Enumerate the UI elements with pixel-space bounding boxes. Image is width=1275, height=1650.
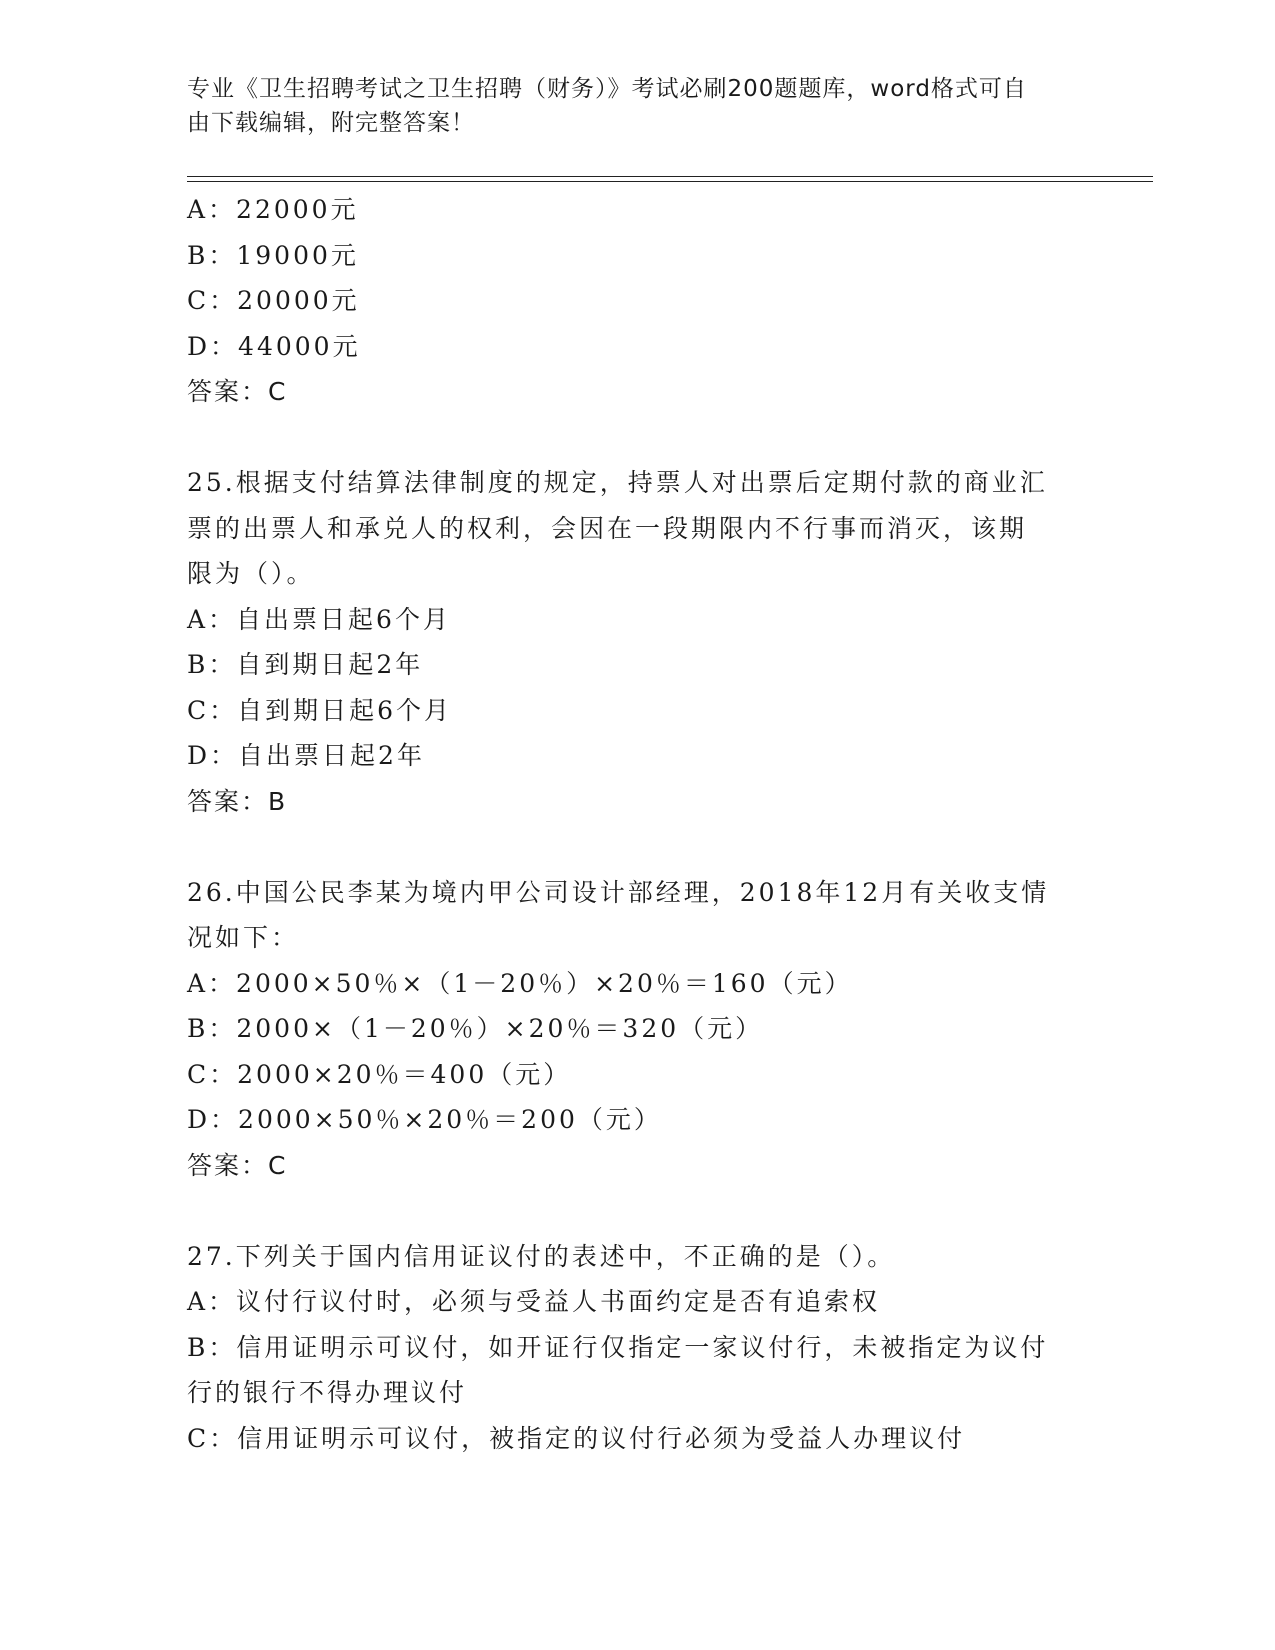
option-b: B：信用证明示可议付，如开证行仅指定一家议付行，未被指定为议付 — [187, 1332, 1049, 1362]
option-d: D：自出票日起2年 — [187, 741, 425, 770]
question-stem-line: 限为（）。 — [187, 559, 315, 588]
option-d: D：2000×50％×20％＝200（元） — [187, 1105, 662, 1134]
spacer — [187, 1188, 1087, 1234]
option-b-continued: 行的银行不得办理议付 — [187, 1378, 468, 1407]
header-divider-top — [187, 176, 1153, 177]
question-25 — [187, 460, 1087, 824]
header-line-1: 专业《卫生招聘考试之卫生招聘（财务）》考试必刷200题题库，word格式可自 — [187, 76, 1027, 102]
question-stem-line: 况如下： — [187, 923, 300, 952]
option-c: C：20000元 — [187, 286, 360, 315]
spacer — [187, 415, 1087, 461]
option-b: B：自到期日起2年 — [187, 650, 424, 679]
option-a: A：2000×50％×（1－20％）×20％＝160（元） — [187, 968, 853, 998]
answer: 答案：C — [187, 377, 288, 406]
question-26 — [187, 870, 1087, 1189]
answer: 答案：B — [187, 786, 288, 816]
answer: 答案：C — [187, 1150, 288, 1180]
option-d: D：44000元 — [187, 331, 361, 361]
header-divider-bottom — [187, 181, 1153, 182]
option-b: B：19000元 — [187, 240, 359, 270]
document-header — [187, 72, 1067, 140]
question-list — [187, 187, 1087, 1461]
option-a: A：22000元 — [187, 195, 359, 224]
option-a: A：议付行议付时，必须与受益人书面约定是否有追索权 — [187, 1287, 881, 1316]
option-c: C：信用证明示可议付，被指定的议付行必须为受益人办理议付 — [187, 1423, 966, 1453]
spacer — [187, 824, 1087, 870]
question-stem-line: 27.下列关于国内信用证议付的表述中，不正确的是（）。 — [187, 1241, 896, 1271]
option-a: A：自出票日起6个月 — [187, 604, 451, 634]
question-24 — [187, 187, 1087, 415]
question-27 — [187, 1234, 1087, 1462]
question-stem-line: 25.根据支付结算法律制度的规定，持票人对出票后定期付款的商业汇 — [187, 468, 1048, 497]
option-c: C：自到期日起6个月 — [187, 695, 453, 725]
question-stem-line: 26.中国公民李某为境内甲公司设计部经理，2018年12月有关收支情 — [187, 877, 1050, 907]
option-b: B：2000×（1－20％）×20％＝320（元） — [187, 1014, 764, 1043]
question-stem-line: 票的出票人和承兑人的权利，会因在一段期限内不行事而消灭，该期 — [187, 513, 1028, 543]
option-c: C：2000×20％＝400（元） — [187, 1059, 572, 1089]
header-line-2: 由下载编辑，附完整答案！ — [187, 110, 475, 136]
